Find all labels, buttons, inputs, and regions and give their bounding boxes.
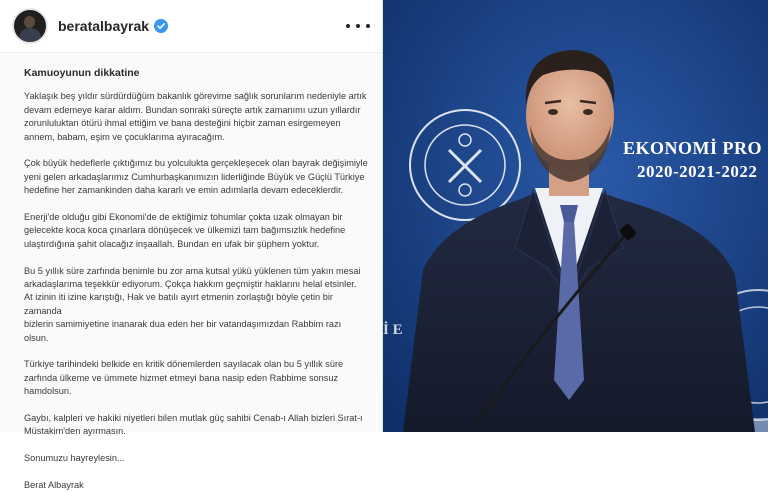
caption-line: Türkiye tarihindeki belkide en kritik dönemlerden sayılacak olan bu 5 yıllık süre [24,359,344,370]
caption-line: yeni gelen arkadaşlarımız Cumhurbaşkanımızın liderliğinde Büyük ve Güçlü Türkiye [24,171,365,182]
caption-paragraph [24,265,368,345]
photo-panel [383,0,768,432]
caption-line: bizlerin samimiyetine inanarak dua eden her bir vatandaşımızdan Rabbim razı olsun. [24,319,342,343]
caption-line: annem, babam, eşim ve çocuklarıma ayıracağım. [24,131,225,142]
caption-line: devam edemeye karar aldım. Bundan sonraki süreçte artık zamanımı uzun yıllardır [24,104,361,115]
caption-paragraph [24,412,368,439]
caption-line: Gaybı, kalpleri ve hakiki niyetleri bilen mutlak güç sahibi Cenab-ı Allah bizleri Sırat-ı [24,413,363,424]
caption-line: Bu 5 yıllık süre zarfında benimle bu zor ama kutsal yükü yüklenen tüm yakın mesai [24,265,361,276]
post-caption [0,53,382,492]
caption-paragraph [24,358,368,398]
caption-line: ulaştırdığına şahit olacağız inşaallah. Bundan en ufak bir şüphem yoktur. [24,238,320,249]
backdrop-years: 2020-2021-2022 [637,162,758,181]
avatar[interactable] [12,8,48,44]
caption-line: At izinin iti izine karıştığı, Hak ve batılı ayırt etmenin zorlaştığı böyle çetin bir zamanda [24,292,333,316]
caption-line: Berat Albayrak [24,480,84,491]
avatar-head [24,16,35,28]
caption-line: Sonumuzu hayreylesin... [24,453,125,464]
caption-paragraph [24,479,368,492]
photo-illustration [383,0,768,432]
caption-line: zorunluluktan ötürü ihmal ettiğim ve bana desteğini hiçbir zaman esirgemeyen [24,118,341,129]
caption-paragraph [24,211,368,251]
caption-line: hedefine her zamankinden daha kararlı ve emin adımlarla devam edeceklerdir. [24,185,344,196]
caption-line: zarfında ülkeme ve ümmete hizmet etmeyi bana nasip eden Rabbime sonsuz [24,372,339,383]
caption-line: Çok büyük hedeflerle çıktığımız bu yolculukta gerçekleşecek olan bayrak değişimiyle [24,158,368,169]
avatar-body [19,28,41,44]
post-header [0,0,382,53]
caption-paragraph [24,452,368,465]
caption-line: arkadaşlarıma teşekkür ediyorum. Çokça hakkım geçmiştir haklarını helal etsinler. [24,279,357,290]
post-title: Kamuoyunun dikkatine [24,67,140,79]
caption-paragraph [24,157,368,197]
caption-paragraph [24,90,368,144]
caption-line: Yaklaşık beş yıldır sürdürdüğüm bakanlık görevime sağlık sorunlarım nedeniyle artık [24,91,367,102]
more-options-icon[interactable] [346,18,370,34]
verified-badge-icon [154,19,168,33]
username-link[interactable]: beratalbayrak [58,18,150,34]
caption-line: hamdolsun. [24,386,72,397]
caption-line: gelecekte koca koca çınarlara dönüşecek ve ülkemizi tam bağımsızlık hedefine [24,225,346,236]
backdrop-title: EKONOMİ PRO [623,138,762,158]
caption-line: Müstakim'den ayırmasın. [24,426,126,437]
instagram-post-panel [0,0,383,491]
backdrop-fragment: İ E [383,322,403,338]
caption-line: Enerji'de olduğu gibi Ekonomi'de de ektiğimiz tohumlar çokta uzak olmayan bir [24,212,343,223]
